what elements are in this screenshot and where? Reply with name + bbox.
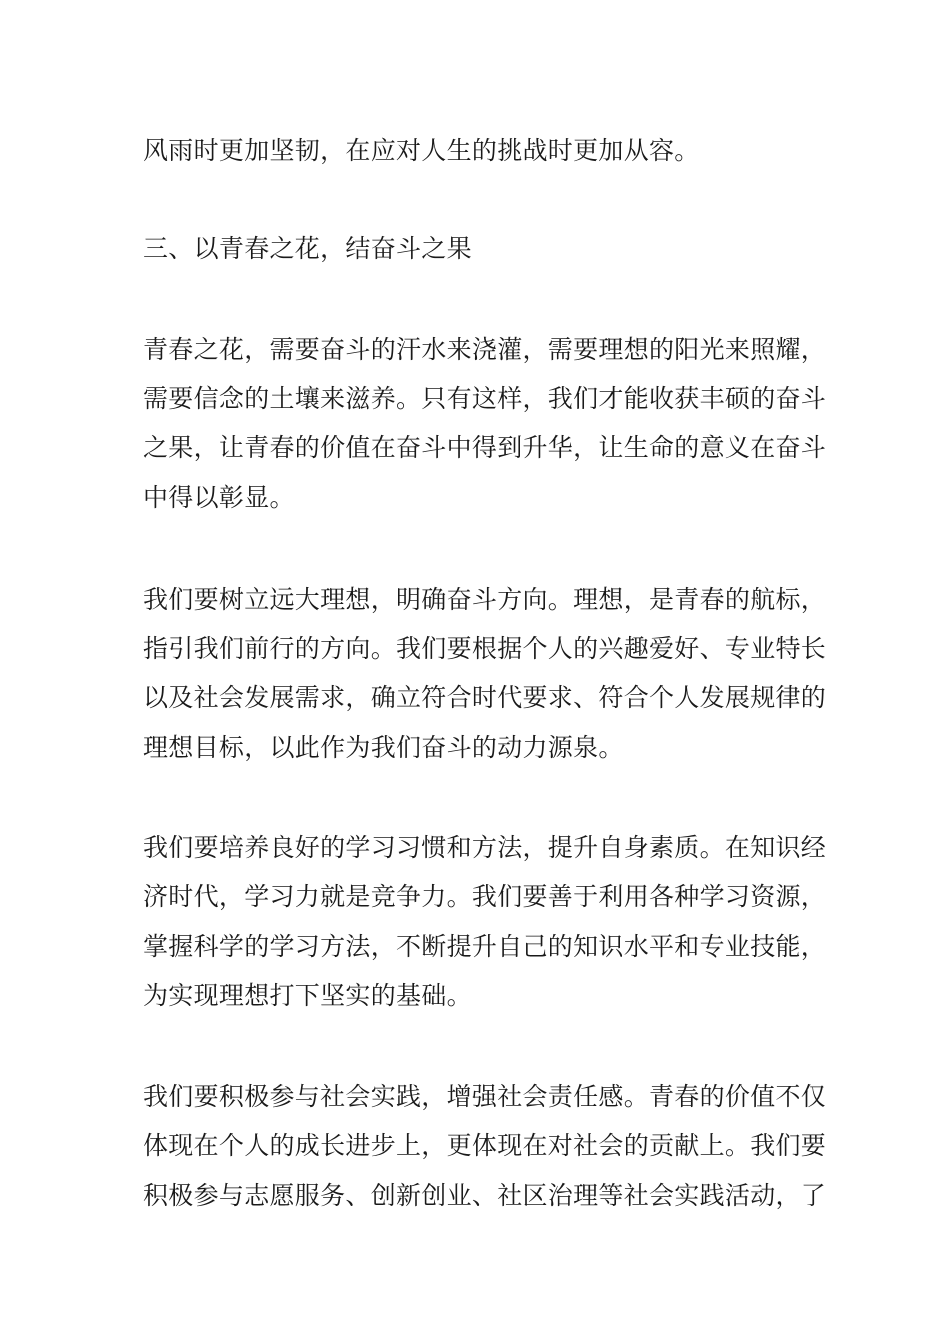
paragraph-line: 需要信念的土壤来滋养。只有这样，我们才能收获丰硕的奋斗 (143, 384, 827, 413)
continuation-line: 风雨时更加坚韧，在应对人生的挑战时更加从容。 (143, 136, 700, 165)
paragraph-line: 青春之花，需要奋斗的汗水来浇灌，需要理想的阳光来照耀， (143, 335, 827, 364)
paragraph-line: 体现在个人的成长进步上，更体现在对社会的贡献上。我们要 (143, 1131, 827, 1160)
paragraph-line: 为实现理想打下坚实的基础。 (143, 981, 472, 1010)
paragraph-line: 掌握科学的学习方法，不断提升自己的知识水平和专业技能， (143, 932, 827, 961)
section-heading: 三、以青春之花，结奋斗之果 (143, 234, 472, 263)
paragraph-line: 中得以彰显。 (143, 483, 295, 512)
paragraph-line: 理想目标，以此作为我们奋斗的动力源泉。 (143, 733, 624, 762)
paragraph-line: 我们要培养良好的学习习惯和方法，提升自身素质。在知识经 (143, 833, 827, 862)
paragraph-line: 指引我们前行的方向。我们要根据个人的兴趣爱好、专业特长 (143, 634, 827, 663)
paragraph-line: 我们要积极参与社会实践，增强社会责任感。青春的价值不仅 (143, 1082, 827, 1111)
paragraph-line: 积极参与志愿服务、创新创业、社区治理等社会实践活动，了 (143, 1181, 827, 1210)
paragraph-line: 我们要树立远大理想，明确奋斗方向。理想，是青春的航标， (143, 585, 827, 614)
paragraph-line: 济时代，学习力就是竞争力。我们要善于利用各种学习资源， (143, 882, 827, 911)
paragraph-line: 以及社会发展需求，确立符合时代要求、符合个人发展规律的 (143, 683, 827, 712)
paragraph-line: 之果，让青春的价值在奋斗中得到升华，让生命的意义在奋斗 (143, 433, 827, 462)
